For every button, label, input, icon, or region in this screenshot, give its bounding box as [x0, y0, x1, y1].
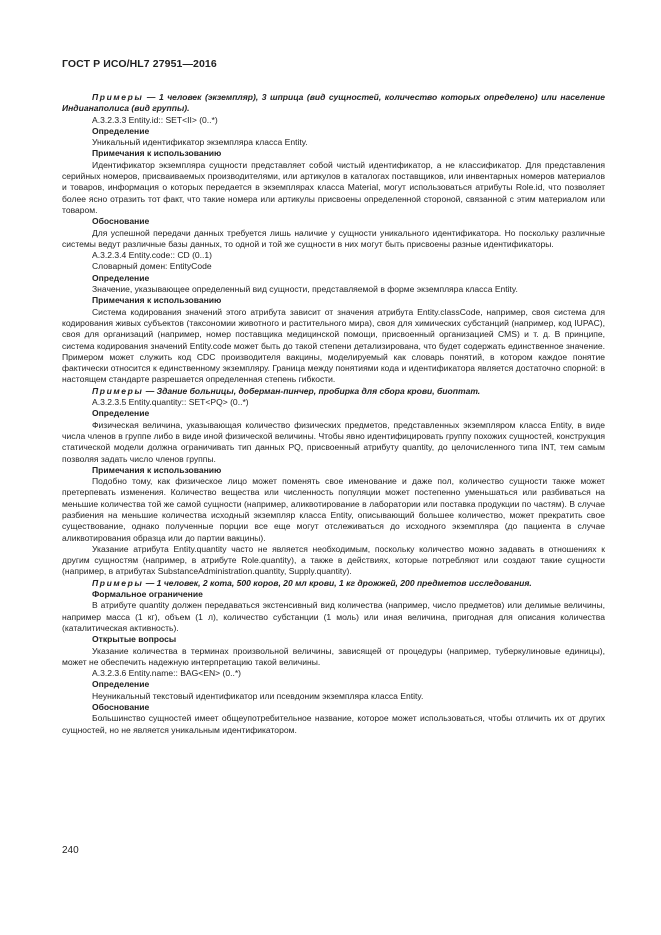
- usage-notes-1: Идентификатор экземпляра сущности представляет собой чистый идентификатор, а не классификатор. Для представления серийных номеров, присваиваемых производителями, или артикулов в каталогах поставщиков, или инвентарных номеров материалов и товаров, информация о которых передается в экземплярах класса Material, могут использоваться атрибуты Role.id, что позволяет более ясно отразить тот факт, что такие номера или артикулы присвоены определенной стороной, связанной с этим материалом или товаром.: [62, 159, 605, 215]
- heading-usage-notes-2: Примечания к использованию: [92, 295, 222, 306]
- heading-rationale-2: Обоснование: [92, 702, 150, 713]
- section-a3236: A.3.2.3.6 Entity.name:: BAG<EN> (0..*): [92, 668, 242, 679]
- document-body: [62, 92, 605, 736]
- example-label: Примеры: [92, 577, 144, 588]
- usage-notes-3b: Указание атрибута Entity.quantity часто не является необходимым, поскольку количество можно задавать в отношениях к другим сущностям (например, в атрибуте Role.quantity), а также в действиях, которые потребляют или создают такие сущности (например, в атрибутах SubstanceAdministration.quantity, Supply.quantity).: [62, 543, 605, 577]
- heading-formal-constraint: Формальное ограничение: [92, 589, 203, 600]
- section-a3233: A.3.2.3.3 Entity.id:: SET<II> (0..*): [92, 114, 218, 125]
- rationale-1: Для успешной передачи данных требуется лишь наличие у сущности уникального идентификатора. Но поскольку различные системы ведут различные базы данных, то одной и той же сущности в них могут быть присвоены разные идентификаторы.: [62, 227, 605, 249]
- definition-3: Физическая величина, указывающая количество физических предметов, представленных экземпляром класса Entity, в виде числа членов в группе либо в виде иной физической величины. Чтобы явно идентифицировать группу похожих сущностей, конструкция статической модели должна ограничивать тип данных PQ, присвоенный атрибуту quantity, до целочисленного типа INT, тем самым позволяя задать число членов группы.: [62, 419, 605, 464]
- example-label: Примеры: [92, 385, 144, 396]
- formal-constraint: В атрибуте quantity должен передаваться экстенсивный вид количества (например, число предметов) или делимые величины, например масса (1 кг), объем (1 л), количество субстанции (1 моль) или иная величина, пригодная для описания количества (каталитическая активность).: [62, 600, 605, 633]
- section-a3234: A.3.2.3.4 Entity.code:: CD (0..1): [92, 250, 213, 261]
- section-a3235: A.3.2.3.5 Entity.quantity:: SET<PQ> (0..*): [92, 397, 249, 408]
- example-text: — Здание больницы, доберман-пинчер, пробирка для сбора крови, биоптат.: [143, 385, 481, 396]
- heading-definition-1: Определение: [92, 125, 150, 136]
- heading-usage-notes-3: Примечания к использованию: [92, 464, 222, 475]
- heading-rationale-1: Обоснование: [92, 216, 150, 227]
- heading-definition-4: Определение: [92, 679, 150, 690]
- definition-2: Значение, указывающее определенный вид сущности, представляемой в форме экземпляра класса Entity.: [92, 284, 518, 295]
- example-1: [62, 92, 605, 115]
- definition-1: Уникальный идентификатор экземпляра класса Entity.: [92, 137, 308, 148]
- rationale-2: Большинство сущностей имеет общеупотребительное название, которое может использоваться, чтобы отличить их от других сущностей, но не является уникальным идентификатором.: [62, 713, 605, 735]
- usage-notes-2: Система кодирования значений этого атрибута зависит от значения атрибута Entity.classCode, например, своя система для кодирования живых субъектов (таксономии животного и растительного мира), своя для химических субстанций (например, код IUPAC), своя для организаций (например, номер поставщика медицинской помощи, присвоенный организацией CMS) и т. д. В принципе, система кодирования значений Entity.code может быть до такой степени детализирована, что будет содержать единственное значение. Примером может служить код CDC производителя вакцины, моделируемый как словарь понятий, в котором каждое понятие фактически относится к единственному экземпляру. Граница между понятиями кода и идентификатора является достаточно спорной: в настоящем стандарте разрешается определенная степень гибкости.: [62, 306, 605, 385]
- example-2: [62, 386, 605, 397]
- example-label: Примеры: [92, 92, 144, 102]
- heading-open-issues: Открытые вопросы: [92, 634, 177, 645]
- vocabulary-domain: Словарный домен: EntityCode: [92, 261, 212, 272]
- heading-definition-3: Определение: [92, 408, 150, 419]
- standard-title: ГОСТ Р ИСО/HL7 27951—2016: [62, 58, 217, 70]
- heading-usage-notes-1: Примечания к использованию: [92, 148, 222, 159]
- example-text: — 1 человек (экземпляр), 3 шприца (вид сущностей, количество которых определено) или население Индианаполиса (вид группы).: [62, 92, 605, 114]
- heading-definition-2: Определение: [92, 272, 150, 283]
- example-text: — 1 человек, 2 кота, 500 коров, 20 мл крови, 1 кг дрожжей, 200 предметов исследования.: [143, 577, 532, 588]
- open-issues: Указание количества в терминах произвольной величины, зависящей от процедуры (например, туберкулиновые единицы), может не обеспечить надежную интерпретацию такой величины.: [62, 645, 605, 667]
- page-number: 240: [62, 845, 79, 856]
- usage-notes-3a: Подобно тому, как физическое лицо может поменять свое именование и даже пол, количество сущности также может претерпевать изменения. Количество вещества или численность популяции может постепенно уменьшаться или разбиваться на меньшие количества той же самой сущности (например, аликвотирование в лаборатории или поставка продукции по частям). В случае разбиения на меньшие количества исходный экземпляр класса Entity, описывающий большее количество, может прекратить свое существование, однако полученные порции все еще могут отслеживаться до исходного экземпляра (до пациента в случае аликвотирования образца или до партии вакцины).: [62, 476, 605, 543]
- definition-4: Неуникальный текстовый идентификатор или псевдоним экземпляра класса Entity.: [92, 690, 424, 701]
- example-3: [62, 578, 605, 589]
